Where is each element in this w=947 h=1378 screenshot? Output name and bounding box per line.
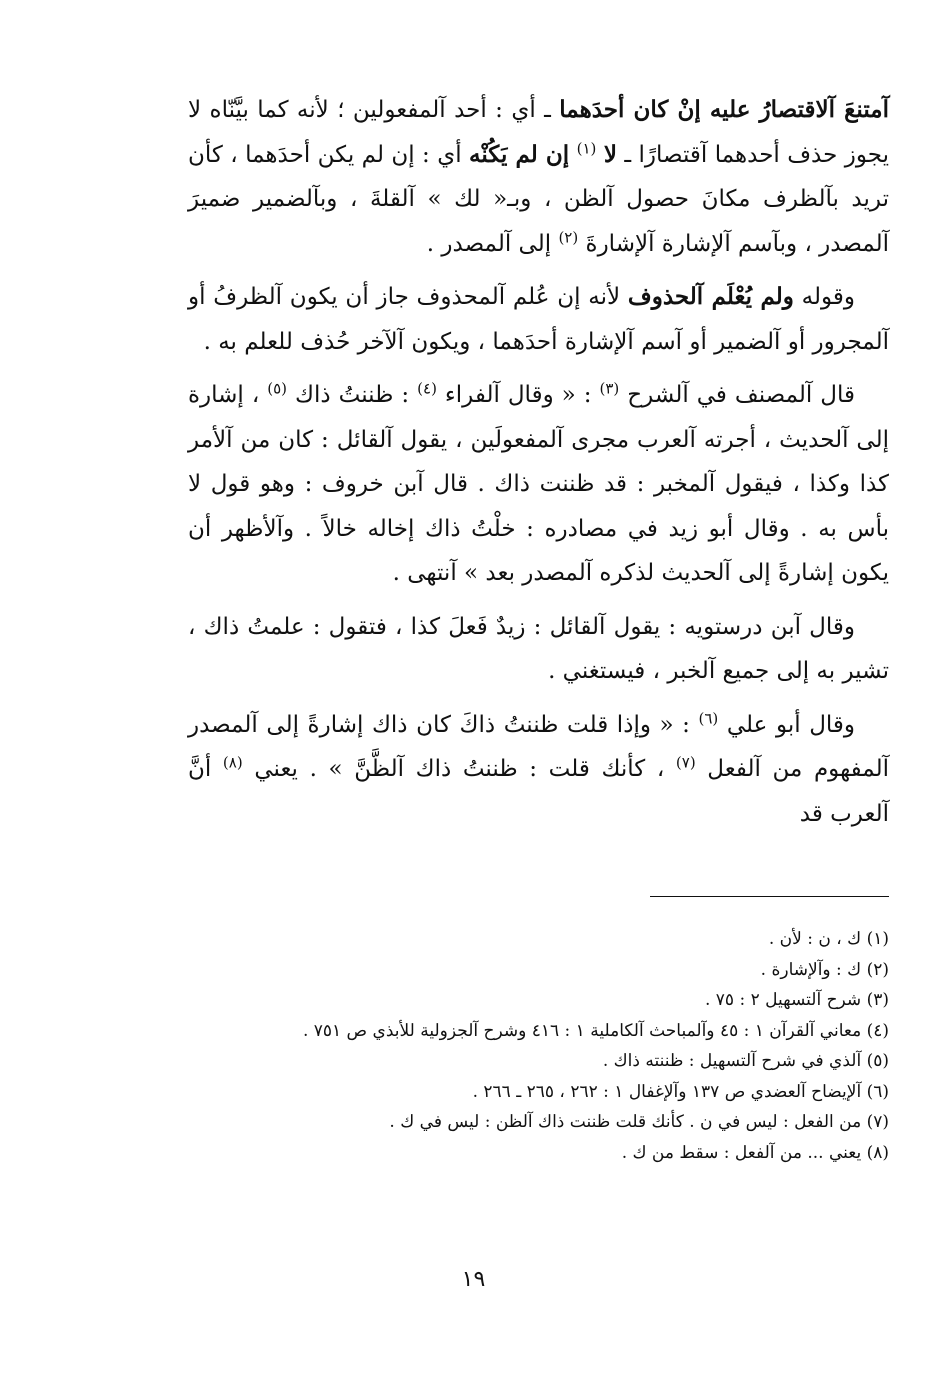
footnote-8: (٨) يعني ... من آلفعل : سقط من ك . (621, 1142, 889, 1163)
main-text (188, 88, 889, 836)
matn-phrase: لا (603, 140, 617, 168)
footnote-2: (٢) ك : وآلإشارة . (760, 959, 889, 980)
commentary-text: أنَّ آلعرب قد (188, 756, 889, 827)
commentary-text: إلى آلمصدر . (426, 230, 559, 257)
commentary-text: : « وقال آلفراء (436, 382, 600, 408)
footnote-ref: (٨) (222, 753, 243, 772)
paragraph-4 (188, 605, 889, 694)
footnotes (188, 924, 889, 1168)
commentary-text: وقال أبو علي (718, 711, 856, 738)
footnote-ref: (٦) (698, 708, 719, 727)
commentary-text: ، إشارة إلى آلحديث ، أجرته آلعرب مجرى آلمفعولَين ، يقول آلقائل : كان من آلأمر كذا وكذا ، فيقول آلمخبر : قد ظننت ذاك . قال آبن خروف : وهو قول لا بأس به . وقال أبو زيد في مصادره : خلْتُ ذاك إخاله خالاً . وآلأظهر أن يكون إشارةً إلى آلحديث لذكره آلمصدر بعد » آنتهى . (188, 382, 889, 586)
paragraph-5 (188, 703, 889, 837)
commentary-text: قال آلمصنف في آلشرح (619, 382, 856, 408)
paragraph-2 (188, 275, 889, 364)
commentary-text: وقال آبن درستويه : يقول آلقائل : زيدٌ فَعلَ كذا ، فتقول : علمتُ ذاك ، تشير به إلى جميع آلخبر ، فيستغني . (188, 613, 889, 684)
footnote-7: (٧) من الفعل : ليس في ن . كأنك قلت ظننت ذاك آلظن : ليس في ك . (389, 1112, 889, 1132)
commentary-text: وقوله (793, 284, 855, 310)
commentary-text: : ظننتُ ذاك (287, 382, 418, 408)
page-number: ١٩ (461, 1267, 486, 1292)
footnote-3: (٣) شرح آلتسهيل ٢ : ٧٥ . (704, 990, 889, 1010)
commentary-text: : « وإذا قلت ظننتُ ذاكَ كان ذاك إشارةً إلى آلمصدر آلمفهوم من آلفعل (188, 711, 889, 782)
footnote-ref: (٣) (599, 379, 620, 398)
paragraph-3 (188, 373, 889, 596)
paragraph-1 (188, 88, 889, 266)
footnote-4: (٤) معاني آلقرآن ١ : ٤٥ وآلمباحث آلكاملية ١ : ٤١٦ وشرح آلجزولية للأبذي ص ٧٥١ . (302, 1020, 889, 1041)
commentary-text: ـ أي : أحد آلمفعولين ؛ لأنه كما بيَّنّاه لا يجوز حذف أحدهما آقتصارًا ـ (188, 97, 889, 168)
spacer-text (569, 142, 576, 168)
footnote-ref: (٥) (267, 379, 288, 398)
footnote-ref: (٧) (675, 753, 696, 772)
footnote-1: (١) ك ، ن : لأن . (768, 929, 889, 949)
footnote-ref: (١) (576, 138, 597, 157)
commentary-text: أي : إن لم يكن أحدَهما ، كأن تريد بآلظرف مكانَ حصول آلظن ، وبـ« لك » آلقلةَ ، وبآلضمير ضميرَ آلمصدر ، وبآسم آلإشارة آلإشارةَ (188, 141, 889, 257)
footnote-6: (٦) آلإيضاح آلعضدي ص ١٣٧ وآلإغفال ١ : ٢٦٢ ، ٢٦٥ ـ ٢٦٦ . (472, 1081, 889, 1102)
matn-phrase: آمتنعَ آلاقتصارُ عليه إنْ كان أحدَهما (559, 96, 889, 123)
footnote-separator (650, 896, 889, 897)
commentary-text: لأنه إن عُلم آلمحذوف جاز أن يكون آلظرفُ أو آلمجرور أو آلضمير أو آسم آلإشارة أحدَهما ، ويكون آلآخر حُذف للعلم به . (188, 284, 889, 355)
footnote-ref: (٢) (558, 227, 579, 246)
matn-phrase: إن لم يَكُنْه (469, 140, 570, 168)
commentary-text: ، كأنك قلت : ظننتُ ذاك آلظَّنَّ » . يعني (242, 756, 676, 782)
footnote-5: (٥) آلذي في شرح آلتسهيل : ظننته ذاك . (602, 1051, 889, 1071)
matn-phrase: ولم يُعْلَم آلحذوف (627, 283, 794, 310)
footnote-ref: (٤) (417, 379, 437, 398)
